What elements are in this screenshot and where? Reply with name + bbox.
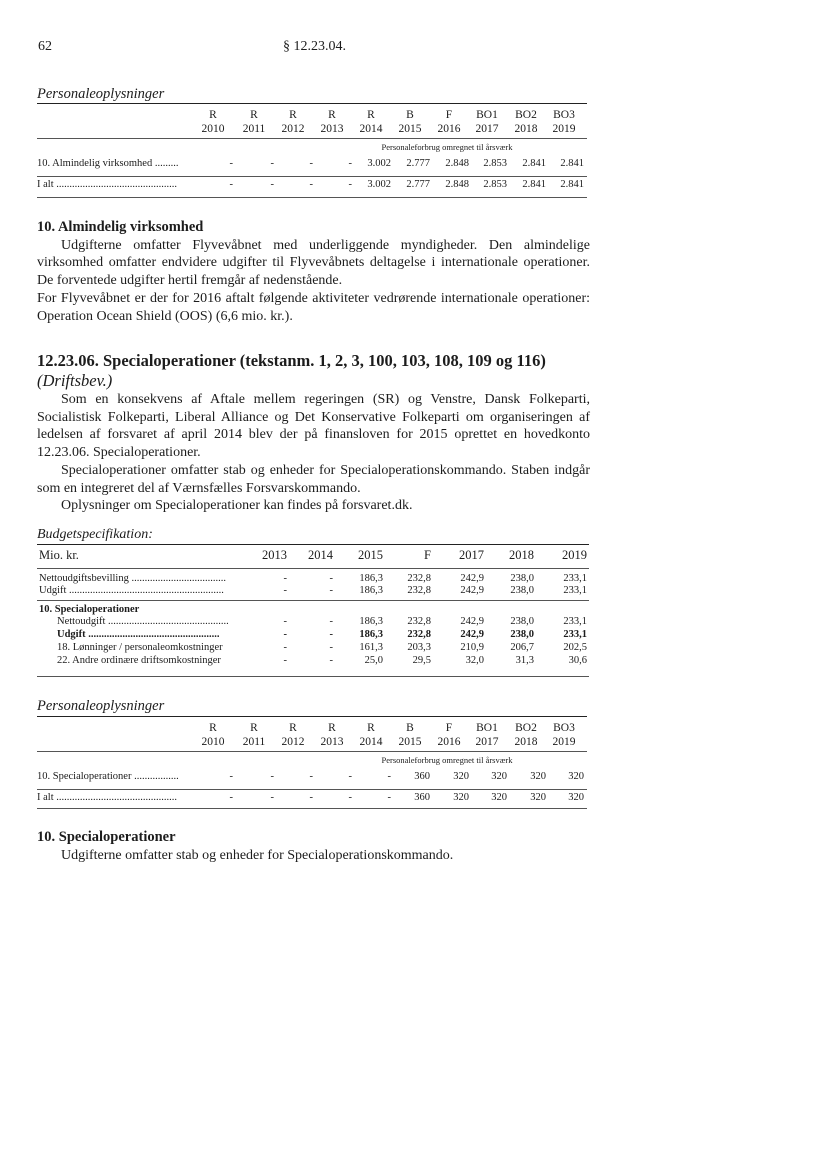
table-row-label: I alt .............................................. xyxy=(37,792,177,803)
column-year: 2018 xyxy=(514,123,538,135)
column-type: R xyxy=(367,722,375,734)
table-cell: 2.777 xyxy=(406,158,430,169)
budget-table xyxy=(37,544,589,679)
budget-cell: - xyxy=(329,655,333,666)
column-header xyxy=(429,721,469,749)
budget-cell: 186,3 xyxy=(359,629,383,640)
column-type: B xyxy=(406,722,414,734)
budget-row-label: 18. Lønninger / personaleomkostninger xyxy=(57,642,223,653)
column-year: 2019 xyxy=(552,736,576,748)
column-header xyxy=(234,108,274,136)
column-header xyxy=(544,108,584,136)
column-header xyxy=(467,108,507,136)
column-type: BO1 xyxy=(476,109,498,121)
column-header xyxy=(429,108,469,136)
column-year: 2012 xyxy=(281,736,305,748)
table-cell: 3.002 xyxy=(367,179,391,190)
table-cell: 320 xyxy=(568,792,584,803)
budget-title: Budgetspecifikation: xyxy=(37,527,153,542)
column-year: 2019 xyxy=(552,123,576,135)
column-type: R xyxy=(328,722,336,734)
column-type: F xyxy=(445,109,453,121)
table-cell: 320 xyxy=(530,771,546,782)
budget-cell: 203,3 xyxy=(407,642,431,653)
table-cell: - xyxy=(348,771,352,782)
column-type: R xyxy=(289,722,297,734)
budget-cell: 186,3 xyxy=(359,573,383,584)
column-header xyxy=(544,721,584,749)
unit-label: Personaleforbrug omregnet til årsværk xyxy=(381,755,513,765)
budget-cell: 210,9 xyxy=(460,642,484,653)
column-year: 2013 xyxy=(320,123,344,135)
column-year: 2016 xyxy=(437,736,461,748)
table-row-label: 10. Specialoperationer ................. xyxy=(37,771,179,782)
budget-cell: 238,0 xyxy=(510,585,534,596)
column-header xyxy=(390,721,430,749)
table-cell: - xyxy=(270,771,274,782)
budget-column-header: 2014 xyxy=(308,548,333,562)
column-year: 2014 xyxy=(359,736,383,748)
budget-cell: 25,0 xyxy=(364,655,383,666)
budget-cell: 242,9 xyxy=(460,585,484,596)
table-cell: - xyxy=(348,179,352,190)
budget-cell: 186,3 xyxy=(359,616,383,627)
column-type: R xyxy=(250,722,258,734)
budget-column-header: 2015 xyxy=(358,548,383,562)
table-cell: - xyxy=(387,771,391,782)
table-cell: 360 xyxy=(414,792,430,803)
column-year: 2016 xyxy=(437,123,461,135)
section-almindelig xyxy=(37,219,590,325)
budget-cell: 161,3 xyxy=(359,642,383,653)
column-type: R xyxy=(367,109,375,121)
table-cell: - xyxy=(229,158,233,169)
paragraph: Udgifterne omfatter stab og enheder for Specialoperationskommando. xyxy=(61,847,454,863)
table-cell: 2.841 xyxy=(560,179,584,190)
personnel-table-header xyxy=(37,103,587,139)
column-header xyxy=(312,108,352,136)
budget-cell: 186,3 xyxy=(359,585,383,596)
table-cell: 320 xyxy=(453,792,469,803)
account-heading-title: 12.23.06. Specialoperationer (tekstanm. 1, 2, 3, 100, 103, 108, 109 og 116) xyxy=(37,351,546,370)
table-cell: 2.841 xyxy=(522,158,546,169)
column-header xyxy=(273,108,313,136)
budget-cell: 206,7 xyxy=(510,642,534,653)
column-year: 2015 xyxy=(398,123,422,135)
table-cell: - xyxy=(387,792,391,803)
column-type: R xyxy=(209,722,217,734)
budget-row-label: Udgift ........................................................... xyxy=(39,585,224,596)
section-heading: 10. Almindelig virksomhed xyxy=(37,219,204,235)
table-cell: 2.841 xyxy=(522,179,546,190)
column-type: F xyxy=(445,722,453,734)
budget-cell: - xyxy=(329,573,333,584)
column-type: BO2 xyxy=(515,109,537,121)
table-cell: - xyxy=(348,792,352,803)
column-year: 2013 xyxy=(320,736,344,748)
budget-cell: 232,8 xyxy=(407,573,431,584)
paragraph: Udgifterne omfatter Flyvevåbnet med underliggende myndigheder. Den almindelige virksomhed omfatter endvidere udgifter til Flyvevåbnets deltagelse i internationale operationer. De forventede udgifter hertil fremgår af nedenstående. xyxy=(37,237,590,289)
budget-column-header: 2017 xyxy=(459,548,484,562)
column-year: 2010 xyxy=(201,736,225,748)
table-cell: - xyxy=(309,771,313,782)
column-header xyxy=(193,108,233,136)
table-cell: 360 xyxy=(414,771,430,782)
table-cell: - xyxy=(229,792,233,803)
table-cell: 3.002 xyxy=(367,158,391,169)
table-cell: - xyxy=(229,771,233,782)
budget-column-header: 2013 xyxy=(262,548,287,562)
page-number: 62 xyxy=(38,39,52,54)
budget-row-label: Nettoudgiftsbevilling .................................... xyxy=(39,573,226,584)
column-type: BO3 xyxy=(553,722,575,734)
table-cell: - xyxy=(270,792,274,803)
budget-cell: 238,0 xyxy=(510,629,534,640)
paragraph: Oplysninger om Specialoperationer kan findes på forsvaret.dk. xyxy=(61,498,413,514)
budget-cell: 202,5 xyxy=(563,642,587,653)
column-year: 2015 xyxy=(398,736,422,748)
column-year: 2018 xyxy=(514,736,538,748)
budget-cell: - xyxy=(283,642,287,653)
paragraph: Specialoperationer omfatter stab og enheder for Specialoperationskommando. Staben indgår som en integreret del af Værnsfælles Forsvarskommando. xyxy=(37,462,590,496)
table-cell: 2.853 xyxy=(483,179,507,190)
budget-cell: 242,9 xyxy=(460,616,484,627)
column-header xyxy=(467,721,507,749)
table-cell: 320 xyxy=(491,771,507,782)
table-cell: 320 xyxy=(491,792,507,803)
paragraph: For Flyvevåbnet er der for 2016 aftalt følgende aktiviteter vedrørende internationale operationer: Operation Ocean Shield (OOS) (6,6 mio. kr.). xyxy=(37,290,590,324)
table-cell: 2.853 xyxy=(483,158,507,169)
column-type: B xyxy=(406,109,414,121)
column-type: R xyxy=(250,109,258,121)
budget-cell: - xyxy=(329,629,333,640)
budget-cell: 238,0 xyxy=(510,616,534,627)
column-header xyxy=(312,721,352,749)
column-type: R xyxy=(289,109,297,121)
column-year: 2017 xyxy=(475,736,499,748)
personnel-table-1 xyxy=(37,103,587,198)
unit-label: Personaleforbrug omregnet til årsværk xyxy=(381,142,513,152)
column-header xyxy=(351,108,391,136)
budget-cell: - xyxy=(283,573,287,584)
column-type: R xyxy=(328,109,336,121)
budget-cell: 242,9 xyxy=(460,629,484,640)
personnel-title-1: Personaleoplysninger xyxy=(37,86,165,102)
budget-cell: 32,0 xyxy=(465,655,484,666)
budget-row-label: 10. Specialoperationer xyxy=(39,604,140,615)
budget-row-label: Nettoudgift .............................................. xyxy=(57,616,229,627)
budget-cell: 30,6 xyxy=(568,655,587,666)
budget-cell: - xyxy=(329,642,333,653)
budget-cell: 233,1 xyxy=(563,616,587,627)
column-year: 2010 xyxy=(201,123,225,135)
budget-column-header: F xyxy=(424,548,431,562)
budget-row-label: Udgift .................................................. xyxy=(57,629,220,640)
budget-cell: 238,0 xyxy=(510,573,534,584)
column-year: 2011 xyxy=(242,736,266,748)
table-cell: 2.848 xyxy=(445,179,469,190)
budget-cell: 232,8 xyxy=(407,616,431,627)
table-cell: 2.777 xyxy=(406,179,430,190)
table-cell: 320 xyxy=(530,792,546,803)
column-type: BO2 xyxy=(515,722,537,734)
budget-cell: 233,1 xyxy=(563,629,587,640)
personnel-title-2: Personaleoplysninger xyxy=(37,698,165,714)
column-year: 2011 xyxy=(242,123,266,135)
column-type: BO1 xyxy=(476,722,498,734)
budget-cell: 233,1 xyxy=(563,585,587,596)
budget-cell: - xyxy=(329,585,333,596)
budget-cell: - xyxy=(283,616,287,627)
section-reference: § 12.23.04. xyxy=(283,39,346,54)
budget-cell: - xyxy=(283,655,287,666)
personnel-table-header xyxy=(37,716,587,752)
column-header xyxy=(390,108,430,136)
budget-cell: 233,1 xyxy=(563,573,587,584)
table-cell: 2.841 xyxy=(560,158,584,169)
table-cell: 2.848 xyxy=(445,158,469,169)
column-header xyxy=(234,721,274,749)
column-header xyxy=(506,721,546,749)
column-year: 2017 xyxy=(475,123,499,135)
table-row-label: 10. Almindelig virksomhed ......... xyxy=(37,158,179,169)
column-year: 2012 xyxy=(281,123,305,135)
personnel-table-2 xyxy=(37,716,587,811)
table-cell: - xyxy=(348,158,352,169)
section-specialoperationer xyxy=(37,351,590,515)
table-cell: - xyxy=(309,792,313,803)
section-specialoperationer-10 xyxy=(37,829,590,864)
account-heading xyxy=(37,351,590,391)
budget-cell: 242,9 xyxy=(460,573,484,584)
budget-cell: - xyxy=(283,585,287,596)
table-cell: 320 xyxy=(568,771,584,782)
table-cell: - xyxy=(270,158,274,169)
budget-column-header: 2018 xyxy=(509,548,534,562)
table-row-label: I alt .............................................. xyxy=(37,179,177,190)
budget-cell: 29,5 xyxy=(412,655,431,666)
account-heading-type: (Driftsbev.) xyxy=(37,371,113,390)
budget-cell: - xyxy=(283,629,287,640)
budget-unit-label: Mio. kr. xyxy=(39,548,79,562)
table-cell: - xyxy=(309,179,313,190)
column-type: BO3 xyxy=(553,109,575,121)
column-header xyxy=(273,721,313,749)
section-heading: 10. Specialoperationer xyxy=(37,829,176,845)
column-header xyxy=(351,721,391,749)
column-year: 2014 xyxy=(359,123,383,135)
budget-cell: 31,3 xyxy=(515,655,534,666)
column-type: R xyxy=(209,109,217,121)
budget-row-label: 22. Andre ordinære driftsomkostninger xyxy=(57,655,221,666)
budget-cell: - xyxy=(329,616,333,627)
table-cell: - xyxy=(309,158,313,169)
budget-cell: 232,8 xyxy=(407,629,431,640)
table-cell: - xyxy=(229,179,233,190)
budget-cell: 232,8 xyxy=(407,585,431,596)
table-cell: 320 xyxy=(453,771,469,782)
budget-column-header: 2019 xyxy=(562,548,587,562)
column-header xyxy=(193,721,233,749)
table-cell: - xyxy=(270,179,274,190)
column-header xyxy=(506,108,546,136)
paragraph: Som en konsekvens af Aftale mellem regeringen (SR) og Venstre, Dansk Folkeparti, Socialistisk Folkeparti, Liberal Alliance og Det Konservative Folkeparti om organiseringen af ledelsen af forsvaret af april 2014 blev der på finansloven for 2015 oprettet en hovedkonto 12.23.06. Specialoperationer. xyxy=(37,392,590,461)
